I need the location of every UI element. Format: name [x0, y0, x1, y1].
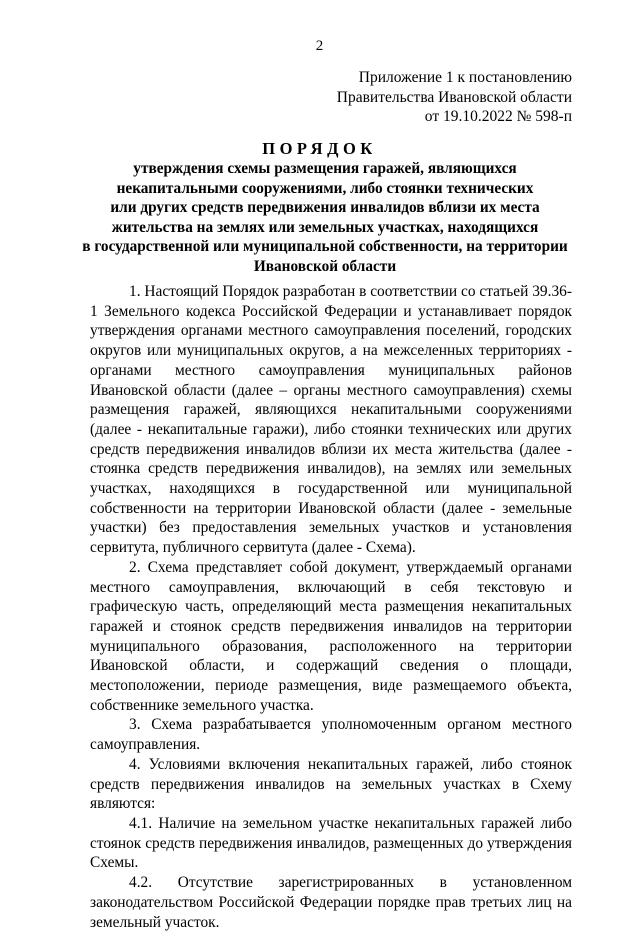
paragraph-2: 2. Схема представляет собой документ, утверждаемый органами местного самоуправления, включающий в себя текстовую и графическую часть, определяющий места размещения некапитальных гаражей и стоянок средств передвижения инвалидов на территории муниципального образования, расположенного на территории Ивановской области, и содержащий сведения о площади, местоположении, периоде размещения, виде размещаемого объекта, собственнике земельного участка.	[90, 558, 572, 714]
paragraph-4-2: 4.2. Отсутствие зарегистрированных в установленном законодательством Российской Федерации порядке прав третьих лиц на земельный участок.	[90, 874, 572, 931]
subtitle-line: Ивановской области	[253, 257, 397, 275]
appendix-line-1: Приложение 1 к постановлению	[358, 69, 572, 86]
appendix-line-2: Правительства Ивановской области	[336, 88, 572, 106]
appendix-line-3: от 19.10.2022 № 598-п	[424, 108, 572, 125]
document-title: ПОРЯДОК	[262, 139, 377, 158]
subtitle-line: утверждения схемы размещения гаражей, являющихся	[133, 160, 517, 177]
subtitle-line: в государственной или муниципальной собственности, на территории	[82, 238, 568, 255]
page-number: 2	[315, 38, 324, 54]
appendix-header	[337, 68, 572, 127]
paragraph-4: 4. Условиями включения некапитальных гаражей, либо стоянок средств передвижения инвалидов на земельных участках в Схему являются:	[90, 755, 572, 813]
paragraph-3: 3. Схема разрабатывается уполномоченным органом местного самоуправления.	[90, 716, 572, 754]
paragraph-4-1: 4.1. Наличие на земельном участке некапитальных гаражей либо стоянок средств передвижения инвалидов, размещенных до утверждения Схемы.	[90, 814, 572, 872]
subtitle-line: жительства на землях или земельных участках, находящихся	[111, 218, 539, 236]
subtitle-line: или других средств передвижения инвалидов вблизи их места	[110, 199, 540, 216]
document-body	[90, 282, 572, 932]
subtitle-line: некапитальными сооружениями, либо стоянки технических	[116, 179, 534, 197]
paragraph-1: 1. Настоящий Порядок разработан в соответствии со статьей 39.36-1 Земельного кодекса Российской Федерации и устанавливает порядок утверждения органами местного самоуправления поселений, городских округов или муниципальных округов, а на межселенных территориях - органами местного самоуправления муниципальных районов Ивановской области (далее – органы местного самоуправления) схемы размещения гаражей, являющихся некапитальными сооружениями (далее - некапитальные гаражи), либо стоянки технических или других средств передвижения инвалидов вблизи их места жительства (далее - стоянка средств передвижения инвалидов), на землях или земельных участках, находящихся в государственной или муниципальной собственности на территории Ивановской области (далее - земельные участки) без предоставления земельных участков и установления сервитута, публичного сервитута (далее - Схема).	[90, 283, 572, 557]
document-subtitle	[70, 159, 580, 276]
